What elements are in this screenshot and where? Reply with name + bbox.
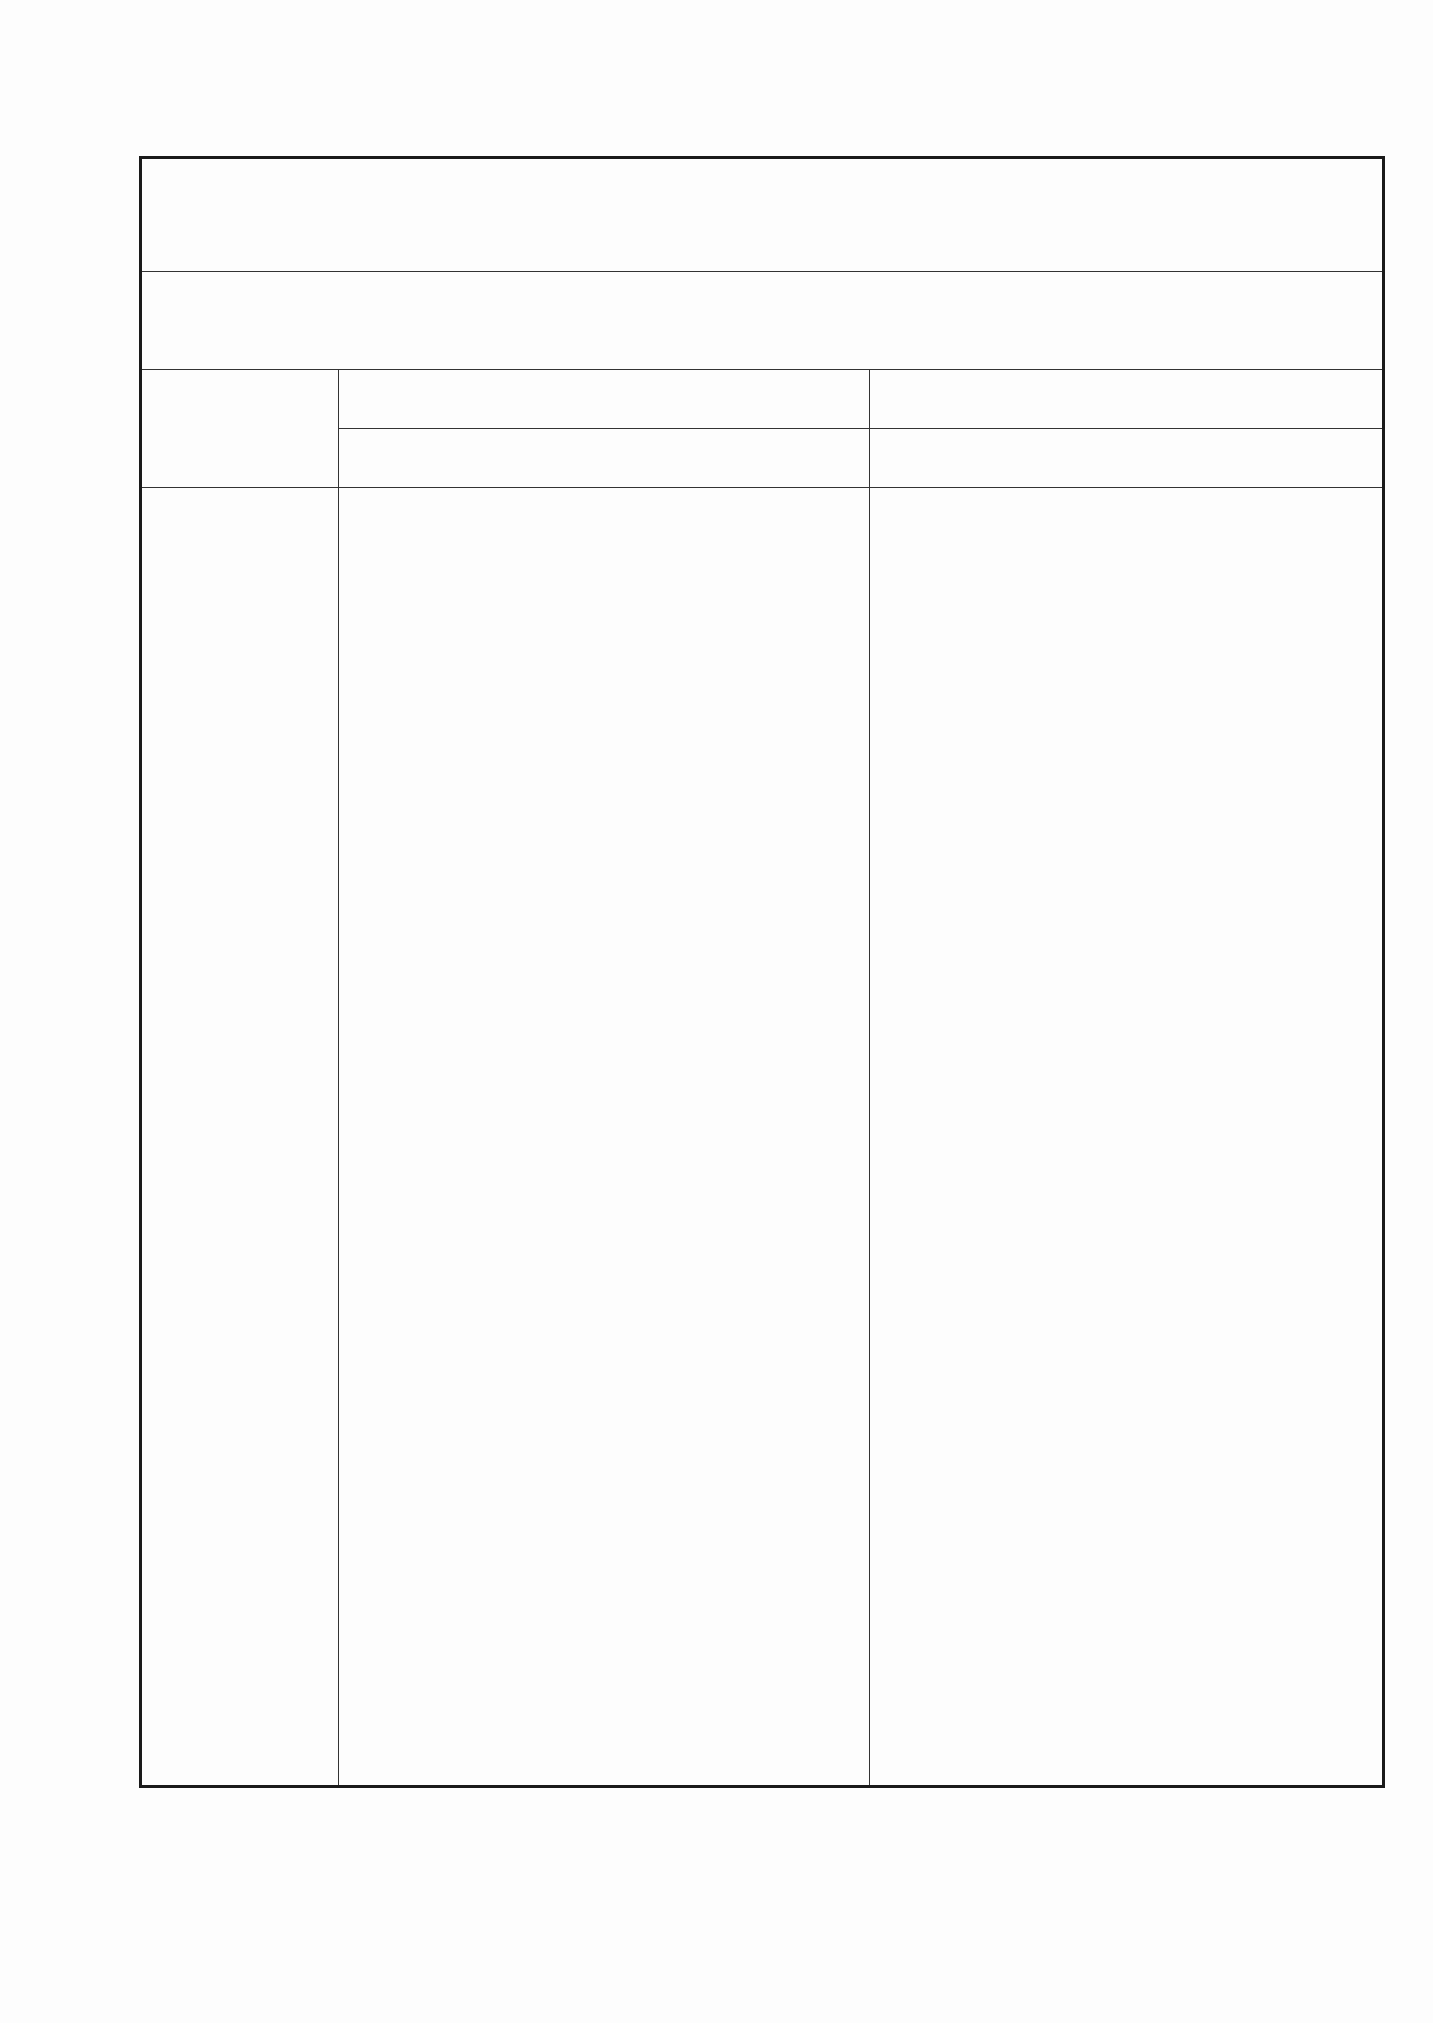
column-divider <box>338 370 339 1785</box>
subtitle-row <box>142 272 1382 370</box>
title-row <box>142 159 1382 272</box>
incoming-doc-title <box>338 429 869 488</box>
approval-doc-header <box>338 370 869 488</box>
completion-header <box>869 370 1382 488</box>
header-row <box>142 370 1382 488</box>
registration-table <box>139 156 1385 1788</box>
change-content-title <box>869 429 1382 488</box>
approval-doc-title <box>338 370 869 429</box>
column-divider <box>869 370 870 1785</box>
completion-approval-title <box>869 370 1382 429</box>
